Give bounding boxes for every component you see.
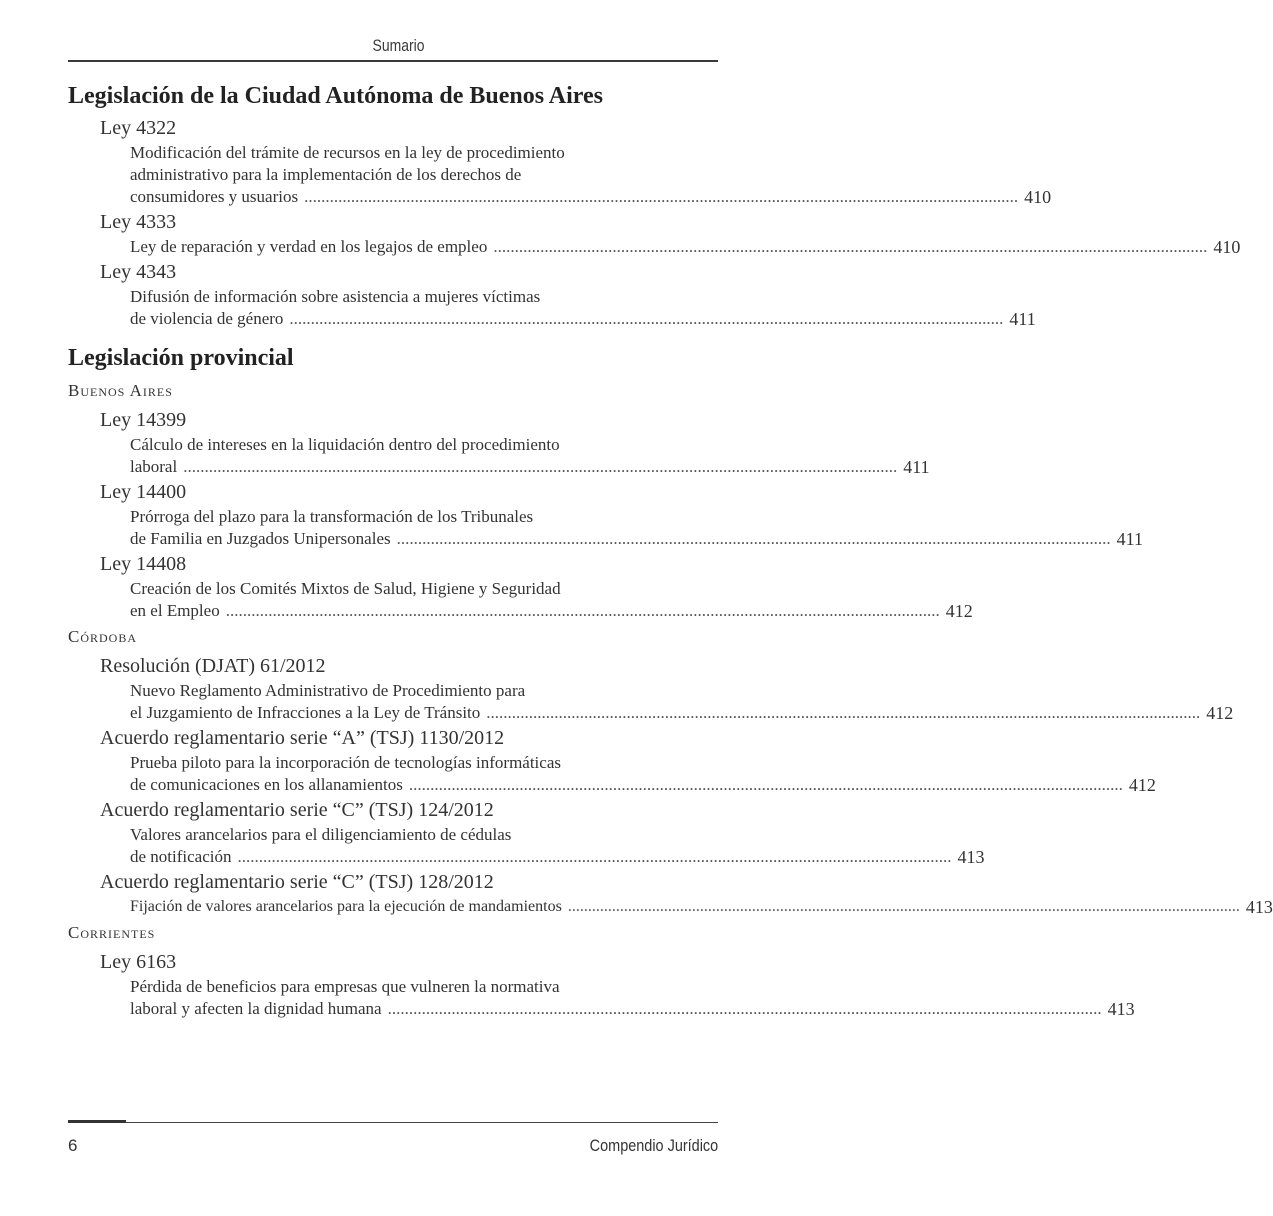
footer-publication-title: Compendio Jurídico bbox=[589, 1136, 718, 1155]
entry-description-line: Cálculo de intereses en la liquidación dentro del procedimiento bbox=[130, 435, 560, 454]
running-header: Sumario bbox=[372, 36, 425, 55]
province-heading: Buenos Aires bbox=[68, 381, 173, 400]
footer-rule bbox=[68, 1122, 718, 1123]
toc-entry[interactable] bbox=[130, 976, 1135, 1020]
entry-description-line: de violencia de género bbox=[130, 309, 284, 328]
entry-description-line: Valores arancelarios para el diligenciamiento de cédulas bbox=[130, 825, 512, 844]
page-number: 413 bbox=[1245, 897, 1273, 917]
page-number: 410 bbox=[1024, 187, 1052, 207]
entry-description-line: Pérdida de beneficios para empresas que vulneren la normativa bbox=[130, 977, 560, 996]
province-heading: Córdoba bbox=[68, 627, 138, 646]
law-title: Acuerdo reglamentario serie “A” (TSJ) 1130/2012 bbox=[100, 727, 505, 749]
entry-description-line: Difusión de información sobre asistencia a mujeres víctimas bbox=[130, 287, 541, 306]
footer-page-number: 6 bbox=[68, 1136, 78, 1155]
toc-entry[interactable] bbox=[130, 680, 1234, 724]
entry-description-line: Fijación de valores arancelarios para la ejecución de mandamientos bbox=[130, 898, 562, 915]
entry-description-line: el Juzgamiento de Infracciones a la Ley de Tránsito bbox=[130, 703, 481, 722]
page-number: 412 bbox=[945, 601, 973, 621]
province-heading: Corrientes bbox=[68, 923, 156, 942]
law-title: Ley 14400 bbox=[100, 481, 187, 503]
page-number: 411 bbox=[903, 457, 930, 477]
dot-leader bbox=[493, 236, 1207, 258]
law-title: Acuerdo reglamentario serie “C” (TSJ) 124/2012 bbox=[100, 799, 494, 821]
page-number: 410 bbox=[1213, 237, 1241, 257]
law-title: Ley 14399 bbox=[100, 409, 187, 431]
dot-leader bbox=[397, 528, 1111, 550]
entry-description-line: Creación de los Comités Mixtos de Salud, Higiene y Seguridad bbox=[130, 579, 561, 598]
page-number: 413 bbox=[1107, 999, 1135, 1019]
entry-description-line: Prueba piloto para la incorporación de tecnologías informáticas bbox=[130, 753, 561, 772]
entry-description-line: consumidores y usuarios bbox=[130, 187, 299, 206]
dot-leader bbox=[226, 600, 940, 622]
toc-entry[interactable] bbox=[130, 824, 985, 868]
toc-entry[interactable] bbox=[130, 142, 1052, 208]
section-heading-caba: Legislación de la Ciudad Autónoma de Buenos Aires bbox=[68, 83, 603, 109]
entry-description-line: laboral bbox=[130, 457, 178, 476]
dot-leader bbox=[238, 846, 952, 868]
footer-rule-accent bbox=[68, 1120, 126, 1123]
entry-description-line: de comunicaciones en los allanamientos bbox=[130, 775, 403, 794]
entry-description-line: de Familia en Juzgados Unipersonales bbox=[130, 529, 391, 548]
law-title: Acuerdo reglamentario serie “C” (TSJ) 128/2012 bbox=[100, 871, 494, 893]
toc-entry[interactable] bbox=[130, 752, 1156, 796]
law-title: Ley 4343 bbox=[100, 261, 177, 283]
dot-leader bbox=[304, 186, 1018, 208]
page-number: 412 bbox=[1206, 703, 1234, 723]
page-number: 411 bbox=[1009, 309, 1036, 329]
page-number: 411 bbox=[1116, 529, 1143, 549]
section-heading-provincial: Legislación provincial bbox=[68, 345, 294, 371]
dot-leader bbox=[409, 774, 1123, 796]
entry-description-line: laboral y afecten la dignidad humana bbox=[130, 999, 382, 1018]
law-title: Resolución (DJAT) 61/2012 bbox=[100, 655, 326, 677]
law-title: Ley 4333 bbox=[100, 211, 177, 233]
entry-description-line: Modificación del trámite de recursos en la ley de procedimiento bbox=[130, 143, 565, 162]
toc-entry[interactable] bbox=[130, 434, 930, 478]
toc-entry[interactable] bbox=[130, 578, 973, 622]
dot-leader bbox=[183, 456, 897, 478]
table-of-contents bbox=[68, 78, 1273, 1020]
toc-entry[interactable] bbox=[130, 236, 1241, 258]
entry-description-line: Ley de reparación y verdad en los legajos de empleo bbox=[130, 237, 488, 256]
page-number: 412 bbox=[1128, 775, 1156, 795]
entry-description-line: en el Empleo bbox=[130, 601, 220, 620]
dot-leader bbox=[289, 308, 1003, 330]
entry-description-line: de notificación bbox=[130, 847, 232, 866]
law-title: Ley 6163 bbox=[100, 951, 177, 973]
law-title: Ley 14408 bbox=[100, 553, 187, 575]
dot-leader bbox=[568, 896, 1240, 918]
toc-entry[interactable] bbox=[130, 896, 1273, 918]
toc-entry[interactable] bbox=[130, 506, 1143, 550]
dot-leader bbox=[388, 998, 1102, 1020]
entry-description-line: Nuevo Reglamento Administrativo de Procedimiento para bbox=[130, 681, 526, 700]
header-rule bbox=[68, 60, 718, 62]
law-title: Ley 4322 bbox=[100, 117, 177, 139]
entry-description-line: administrativo para la implementación de los derechos de bbox=[130, 165, 522, 184]
entry-description-line: Prórroga del plazo para la transformación de los Tribunales bbox=[130, 507, 534, 526]
toc-entry[interactable] bbox=[130, 286, 1036, 330]
dot-leader bbox=[486, 702, 1200, 724]
page-number: 413 bbox=[957, 847, 985, 867]
